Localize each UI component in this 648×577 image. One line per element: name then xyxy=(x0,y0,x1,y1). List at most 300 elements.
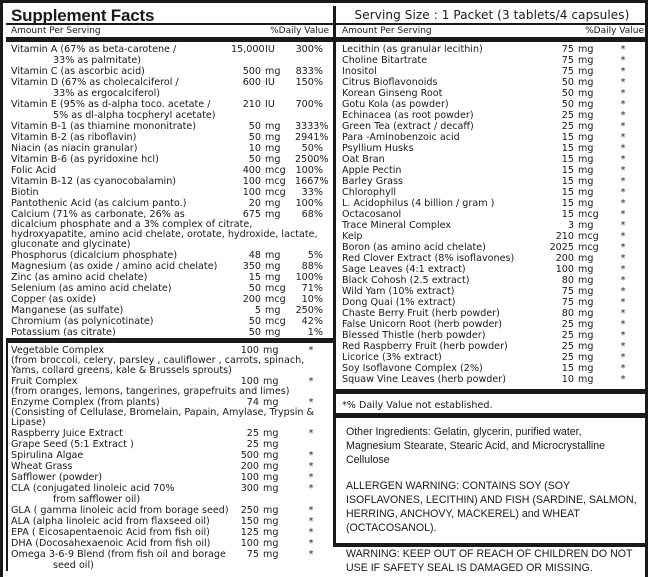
serving-size: Serving Size : 1 Packet (3 tablets/4 capsules) xyxy=(333,6,648,25)
ingredient-unit: mg xyxy=(578,110,594,121)
ingredient-unit: mg xyxy=(578,121,594,132)
ingredient-unit: mg xyxy=(265,198,281,209)
ingredient-name: Vegetable Complex xyxy=(11,345,105,356)
daily-value-marker: * xyxy=(620,253,626,264)
ingredient-amount: 350 xyxy=(242,261,261,272)
ingredient-name: Vitamin E (95% as d-alpha toco. acetate / xyxy=(11,99,211,110)
ingredient-unit: mg xyxy=(578,286,594,297)
ingredient-amount: 50 xyxy=(248,283,261,294)
ingredient-name: Fruit Complex xyxy=(11,376,78,387)
table-row xyxy=(342,88,648,99)
ingredient-unit: mg xyxy=(263,505,279,516)
ingredient-name: L. Acidophilus (4 billion / gram ) xyxy=(342,198,495,209)
table-row xyxy=(11,66,333,77)
ingredient-amount: 25 xyxy=(561,341,574,352)
daily-value-marker: * xyxy=(620,121,626,132)
ingredient-unit: mg xyxy=(578,99,594,110)
daily-value-marker: * xyxy=(620,143,626,154)
daily-value-marker: * xyxy=(620,308,626,319)
ingredient-name: Spirulina Algae xyxy=(11,450,84,461)
ingredient-unit: mg xyxy=(578,176,594,187)
ingredient-name: EPA ( Eicosapentaenoic Acid from fish oil) xyxy=(11,527,210,538)
ingredient-amount: 25 xyxy=(561,121,574,132)
ingredient-amount: 100 xyxy=(242,176,261,187)
daily-value-marker: * xyxy=(620,363,626,374)
ingredient-unit: mg xyxy=(578,275,594,286)
daily-value-marker: * xyxy=(620,198,626,209)
ingredient-amount: 75 xyxy=(561,286,574,297)
ingredient-unit: mcg xyxy=(265,316,286,327)
ingredient-name: Vitamin B-6 (as pyridoxine hcl) xyxy=(11,154,159,165)
ingredient-amount: 125 xyxy=(240,527,259,538)
ingredient-amount: 100 xyxy=(240,376,259,387)
ingredient-amount: 5 xyxy=(254,305,261,316)
ingredient-name: Safflower (powder) xyxy=(11,472,103,483)
ingredient-amount: 600 xyxy=(242,77,261,88)
ingredient-amount: 25 xyxy=(561,352,574,363)
ingredient-unit: mg xyxy=(263,439,279,450)
ingredient-name: Citrus Bioflavonoids xyxy=(342,77,438,88)
ingredient-unit: mg xyxy=(578,154,594,165)
ingredient-name: Phosphorus (dicalcium phosphate) xyxy=(11,250,178,261)
table-row xyxy=(11,516,333,527)
table-row xyxy=(342,242,648,253)
ingredient-unit: mg xyxy=(578,330,594,341)
ingredient-amount: 50 xyxy=(561,77,574,88)
daily-value: 100% xyxy=(295,272,323,283)
ingredient-amount: 200 xyxy=(555,253,574,264)
ingredient-unit: mg xyxy=(263,345,279,356)
ingredient-amount: 100 xyxy=(240,472,259,483)
table-row xyxy=(342,275,648,286)
ingredient-name: Kelp xyxy=(342,231,363,242)
ingredient-unit: mg xyxy=(265,132,281,143)
ingredient-unit: mcg xyxy=(265,176,286,187)
ingredient-unit: mg xyxy=(263,397,279,408)
ingredient-name: Copper (as oxide) xyxy=(11,294,96,305)
ingredient-name: Zinc (as amino acid chelate) xyxy=(11,272,148,283)
daily-value-marker: * xyxy=(620,187,626,198)
ingredient-name: Sage Leaves (4:1 extract) xyxy=(342,264,466,275)
ingredient-unit: mg xyxy=(578,143,594,154)
ingredient-amount: 100 xyxy=(555,264,574,275)
daily-value-marker: * xyxy=(620,110,626,121)
ingredient-amount: 20 xyxy=(248,198,261,209)
ingredient-name: Blessed Thistle (herb powder) xyxy=(342,330,486,341)
ingredient-unit: mg xyxy=(265,154,281,165)
ingredient-amount: 50 xyxy=(248,121,261,132)
daily-value-marker: * xyxy=(308,461,314,472)
ingredient-amount: 3 xyxy=(567,220,574,231)
daily-value-marker: * xyxy=(308,527,314,538)
ingredient-amount: 15 xyxy=(561,176,574,187)
ingredient-name: Omega 3-6-9 Blend (from fish oil and borage xyxy=(11,549,226,560)
daily-value: 100% xyxy=(295,198,323,209)
daily-value-marker: * xyxy=(620,242,626,253)
ingredient-name: Vitamin C (as ascorbic acid) xyxy=(11,66,145,77)
ingredient-name: Trace Mineral Complex xyxy=(342,220,452,231)
ingredient-name: Apple Pectin xyxy=(342,165,402,176)
daily-value-marker: * xyxy=(620,154,626,165)
table-row xyxy=(342,264,648,275)
table-row xyxy=(11,143,333,154)
ingredient-amount: 15 xyxy=(561,165,574,176)
ingredient-amount: 15 xyxy=(561,143,574,154)
daily-value-marker: * xyxy=(308,428,314,439)
ingredient-name: DHA (Docosahexaenoic Acid from fish oil) xyxy=(11,538,211,549)
table-row xyxy=(342,209,648,220)
daily-value-marker: * xyxy=(620,55,626,66)
table-row xyxy=(342,198,648,209)
ingredient-unit: mg xyxy=(265,121,281,132)
ingredient-amount: 500 xyxy=(240,450,259,461)
ingredient-name: Para -Aminobenzoic acid xyxy=(342,132,460,143)
table-row xyxy=(342,374,648,385)
ingredient-name: Chromium (as polynicotinate) xyxy=(11,316,154,327)
daily-value: 2500% xyxy=(295,154,329,165)
ingredient-amount: 15,000 xyxy=(231,44,265,55)
ingredient-name-continued: from safflower oil) xyxy=(53,494,141,505)
ingredient-amount: 100 xyxy=(240,538,259,549)
ingredient-amount: 50 xyxy=(248,154,261,165)
ingredient-amount: 200 xyxy=(242,294,261,305)
ingredient-name: Raspberry Juice Extract xyxy=(11,428,124,439)
ingredient-name: Licorice (3% extract) xyxy=(342,352,442,363)
ingredient-amount: 500 xyxy=(242,66,261,77)
table-row xyxy=(11,261,333,272)
daily-value-marker: * xyxy=(620,286,626,297)
daily-value-marker: * xyxy=(620,264,626,275)
daily-value-marker: * xyxy=(620,319,626,330)
ingredient-unit: mg xyxy=(263,483,279,494)
ingredient-unit: mcg xyxy=(265,283,286,294)
ingredient-name: Psyllium Husks xyxy=(342,143,414,154)
table-row-continuation xyxy=(11,55,333,66)
ingredient-unit: mg xyxy=(265,209,281,220)
ingredient-name: Enzyme Complex (from plants) xyxy=(11,397,160,408)
ingredient-unit: mg xyxy=(578,297,594,308)
daily-value-marker: * xyxy=(620,66,626,77)
table-row xyxy=(11,250,333,261)
daily-value: 300% xyxy=(295,44,323,55)
ingredient-name: Magnesium (as oxide / amino acid chelate) xyxy=(11,261,218,272)
allergen-warning: ALLERGEN WARNING: CONTAINS SOY (SOY ISOFLAVONES, LECITHIN) AND FISH (SARDINE, SALMON, HERRING, ANCHOVY, MACKEREL) and WHEAT (OCTACOSANOL). xyxy=(346,480,637,534)
amount-per-serving-header: Amount Per Serving xyxy=(342,26,432,36)
daily-value-marker: * xyxy=(620,330,626,341)
ingredient-amount: 75 xyxy=(561,44,574,55)
ingredient-unit: mg xyxy=(263,527,279,538)
ingredient-unit: mg xyxy=(265,305,281,316)
table-row xyxy=(342,352,648,363)
daily-value-header: %Daily Value xyxy=(270,26,329,36)
daily-value: 833% xyxy=(295,66,323,77)
ingredient-unit: mg xyxy=(578,374,594,385)
table-row xyxy=(11,483,333,494)
ingredient-amount: 100 xyxy=(242,187,261,198)
table-row xyxy=(11,439,333,450)
other-ingredients: Other Ingredients: Gelatin, glycerin, purified water, Magnesium Stearate, Stearic Acid, and Microcrystalline Cellulose xyxy=(346,426,606,466)
label-title: Supplement Facts xyxy=(6,6,333,25)
ingredient-name: Vitamin B-2 (as riboflavin) xyxy=(11,132,137,143)
safety-warning: WARNING: KEEP OUT OF REACH OF CHILDREN DO NOT USE IF SAFETY SEAL IS DAMAGED OR MISSING. xyxy=(346,548,633,574)
daily-value-marker xyxy=(299,439,323,450)
daily-value: 700% xyxy=(295,99,323,110)
table-row xyxy=(11,176,333,187)
table-row xyxy=(11,527,333,538)
daily-value-marker: * xyxy=(308,450,314,461)
ingredient-amount: 400 xyxy=(242,165,261,176)
table-row xyxy=(11,77,333,88)
ingredient-name: Wild Yam (10% extract) xyxy=(342,286,455,297)
ingredient-name: Vitamin A (67% as beta-carotene / xyxy=(11,44,177,55)
table-row xyxy=(342,231,648,242)
ingredient-name-continued: seed oil) xyxy=(53,560,94,571)
ingredient-name: Chlorophyll xyxy=(342,187,397,198)
ingredient-name: False Unicorn Root (herb powder) xyxy=(342,319,503,330)
table-row xyxy=(11,165,333,176)
ingredient-unit: mg xyxy=(578,264,594,275)
ingredient-amount: 25 xyxy=(246,428,259,439)
table-row xyxy=(11,327,333,338)
ingredient-name: Niacin (as niacin granular) xyxy=(11,143,138,154)
ingredient-name: Calcium (71% as carbonate, 26% as xyxy=(11,209,185,220)
ingredient-name: Green Tea (extract / decaff) xyxy=(342,121,474,132)
table-row xyxy=(342,297,648,308)
daily-value: 33% xyxy=(301,187,323,198)
daily-value-footnote: *% Daily Value not established. xyxy=(333,394,648,418)
ingredient-unit: mg xyxy=(578,198,594,209)
ingredient-unit: mg xyxy=(578,55,594,66)
ingredient-unit: mg xyxy=(263,376,279,387)
table-row xyxy=(342,220,648,231)
daily-value: 68% xyxy=(301,209,323,220)
ingredient-unit: mg xyxy=(265,143,281,154)
ingredient-name-continued: 5% as dl-alpha tocpheryl acetate) xyxy=(53,110,216,121)
ingredient-name: Red Raspberry Fruit (herb powder) xyxy=(342,341,508,352)
complexes-table xyxy=(6,343,333,571)
table-row xyxy=(11,294,333,305)
ingredient-amount: 25 xyxy=(561,110,574,121)
daily-value-marker: * xyxy=(308,397,314,408)
ingredient-amount: 25 xyxy=(246,439,259,450)
left-column xyxy=(6,6,333,571)
table-row xyxy=(342,363,648,374)
ingredient-unit: mg xyxy=(578,77,594,88)
daily-value-marker: * xyxy=(620,176,626,187)
daily-value: 150% xyxy=(295,77,323,88)
table-row xyxy=(342,187,648,198)
ingredient-name: Vitamin B-1 (as thiamine mononitrate) xyxy=(11,121,196,132)
daily-value-marker: * xyxy=(620,44,626,55)
table-row xyxy=(342,154,648,165)
ingredient-name-continued: 33% as ergocalciferol) xyxy=(53,88,160,99)
daily-value-marker: * xyxy=(308,376,314,387)
ingredient-source-note: (from oranges, lemons, tangerines, grapefruits and limes) xyxy=(11,386,290,397)
daily-value-marker: * xyxy=(620,77,626,88)
ingredient-name: Pantothenic Acid (as calcium panto.) xyxy=(11,198,187,209)
ingredient-amount: 200 xyxy=(240,461,259,472)
table-row xyxy=(11,154,333,165)
table-row-continuation xyxy=(11,88,333,99)
ingredient-name: Boron (as amino acid chelate) xyxy=(342,242,486,253)
daily-value: 1667% xyxy=(295,176,329,187)
ingredient-unit: mg xyxy=(265,272,281,283)
ingredient-unit: IU xyxy=(265,44,275,55)
ingredient-name: Soy Isoflavone Complex (2%) xyxy=(342,363,483,374)
ingredient-amount: 15 xyxy=(561,154,574,165)
ingredient-unit: mg xyxy=(263,472,279,483)
table-row-continuation xyxy=(11,494,333,505)
ingredient-amount: 80 xyxy=(561,275,574,286)
daily-value-marker: * xyxy=(620,275,626,286)
table-row xyxy=(342,143,648,154)
ingredient-unit: mg xyxy=(578,165,594,176)
right-column xyxy=(333,6,648,574)
table-row xyxy=(11,132,333,143)
table-row xyxy=(11,538,333,549)
ingredient-amount: 100 xyxy=(240,345,259,356)
herbs-table xyxy=(333,42,648,394)
ingredient-name: Gotu Kola (as powder) xyxy=(342,99,449,110)
daily-value: 88% xyxy=(301,261,323,272)
ingredient-source-note: (from broccoli, celery, parsley , cauliflower , carrots, spinach, Yams, collard greens, kale & Brussels sprouts) xyxy=(11,355,305,376)
ingredient-unit: mg xyxy=(263,538,279,549)
table-row xyxy=(342,330,648,341)
ingredient-name: Folic Acid xyxy=(11,165,57,176)
ingredient-unit: mg xyxy=(578,341,594,352)
ingredient-amount: 75 xyxy=(561,66,574,77)
ingredient-amount: 10 xyxy=(248,143,261,154)
table-row xyxy=(342,55,648,66)
ingredient-name: Chaste Berry Fruit (herb powder) xyxy=(342,308,500,319)
ingredient-name: Selenium (as amino acid chelate) xyxy=(11,283,172,294)
ingredient-name: Wheat Grass xyxy=(11,461,73,472)
ingredient-amount: 2025 xyxy=(549,242,574,253)
daily-value-marker: * xyxy=(308,472,314,483)
ingredient-unit: mg xyxy=(263,450,279,461)
daily-value-marker: * xyxy=(308,483,314,494)
ingredient-name: GLA ( gamma linoleic acid from borage seed) xyxy=(11,505,229,516)
amount-per-serving-header: Amount Per Serving xyxy=(11,26,101,36)
ingredient-amount: 25 xyxy=(561,319,574,330)
table-row xyxy=(11,283,333,294)
daily-value-marker: * xyxy=(620,132,626,143)
ingredient-unit: mg xyxy=(578,352,594,363)
ingredient-amount: 15 xyxy=(561,363,574,374)
ingredient-unit: mg xyxy=(265,66,281,77)
ingredient-name: CLA (conjugated linoleic acid 70% xyxy=(11,483,175,494)
ingredient-unit: IU xyxy=(265,77,275,88)
table-row xyxy=(11,461,333,472)
table-row xyxy=(11,472,333,483)
daily-value: 250% xyxy=(295,305,323,316)
table-row xyxy=(11,272,333,283)
table-row xyxy=(342,341,648,352)
ingredient-unit: mcg xyxy=(265,294,286,305)
ingredient-name: Manganese (as sulfate) xyxy=(11,305,124,316)
ingredient-name: Red Clover Extract (8% isoflavones) xyxy=(342,253,515,264)
ingredient-amount: 15 xyxy=(248,272,261,283)
ingredient-unit: mg xyxy=(578,132,594,143)
ingredient-amount: 50 xyxy=(561,88,574,99)
ingredient-amount: 675 xyxy=(242,209,261,220)
ingredient-amount: 50 xyxy=(248,327,261,338)
daily-value: 3333% xyxy=(295,121,329,132)
daily-value-marker: * xyxy=(308,549,314,560)
ingredient-amount: 48 xyxy=(248,250,261,261)
right-column-header xyxy=(333,25,648,42)
ingredient-unit: mg xyxy=(578,88,594,99)
daily-value-marker: * xyxy=(620,374,626,385)
ingredient-unit: mcg xyxy=(578,209,599,220)
daily-value-marker: * xyxy=(620,88,626,99)
ingredient-unit: mg xyxy=(263,549,279,560)
table-row xyxy=(342,132,648,143)
ingredient-unit: mcg xyxy=(265,187,286,198)
ingredient-unit: mg xyxy=(265,261,281,272)
ingredient-unit: mg xyxy=(578,363,594,374)
ingredient-unit: mg xyxy=(578,319,594,330)
daily-value-marker: * xyxy=(620,341,626,352)
table-row xyxy=(342,308,648,319)
daily-value: 10% xyxy=(301,294,323,305)
ingredient-amount: 75 xyxy=(561,55,574,66)
ingredient-name: ALA (alpha linoleic acid from flaxseed oil) xyxy=(11,516,210,527)
ingredient-unit: IU xyxy=(265,99,275,110)
ingredient-amount: 75 xyxy=(246,549,259,560)
table-row xyxy=(11,187,333,198)
table-row xyxy=(11,198,333,209)
ingredient-amount: 50 xyxy=(561,99,574,110)
ingredient-name: Dong Quai (1% extract) xyxy=(342,297,456,308)
table-row xyxy=(342,99,648,110)
ingredient-name: Vitamin D (67% as cholecalciferol / xyxy=(11,77,179,88)
daily-value-marker: * xyxy=(308,505,314,516)
ingredient-name: Lecithin (as granular lecithin) xyxy=(342,44,483,55)
ingredient-name: Octacosanol xyxy=(342,209,402,220)
ingredient-unit: mg xyxy=(578,44,594,55)
ingredient-amount: 210 xyxy=(242,99,261,110)
ingredient-amount: 50 xyxy=(248,316,261,327)
table-row xyxy=(342,286,648,297)
ingredient-detail: dicalcium phosphate and a 3% complex of citrate, hydroxyapatite, amino acid chelate, orotate, hydroxide, lactate, gluconate and glycinate) xyxy=(11,219,318,250)
ingredient-name-continued: 33% as palmitate) xyxy=(53,55,141,66)
ingredient-name: Echinacea (as root powder) xyxy=(342,110,474,121)
daily-value-marker: * xyxy=(620,352,626,363)
ingredient-amount: 150 xyxy=(240,516,259,527)
ingredient-amount: 80 xyxy=(561,308,574,319)
ingredient-source-note: (Consisting of Cellulase, Bromelain, Papain, Amylase, Trypsin & Lipase) xyxy=(11,407,314,428)
ingredient-unit: mg xyxy=(265,327,281,338)
table-row xyxy=(11,505,333,516)
ingredient-amount: 250 xyxy=(240,505,259,516)
ingredient-unit: mcg xyxy=(265,165,286,176)
ingredient-amount: 15 xyxy=(561,209,574,220)
table-row xyxy=(11,305,333,316)
ingredient-amount: 300 xyxy=(240,483,259,494)
ingredient-name: Squaw Vine Leaves (herb powder) xyxy=(342,374,506,385)
ingredient-unit: mg xyxy=(578,308,594,319)
daily-value-marker: * xyxy=(620,220,626,231)
ingredient-amount: 50 xyxy=(248,132,261,143)
ingredient-name: Potassium (as citrate) xyxy=(11,327,116,338)
table-row xyxy=(342,66,648,77)
ingredient-name: Oat Bran xyxy=(342,154,385,165)
ingredient-name: Grape Seed (5:1 Extract ) xyxy=(11,439,134,450)
daily-value-marker: * xyxy=(620,99,626,110)
ingredient-amount: 10 xyxy=(561,374,574,385)
ingredient-amount: 15 xyxy=(561,198,574,209)
